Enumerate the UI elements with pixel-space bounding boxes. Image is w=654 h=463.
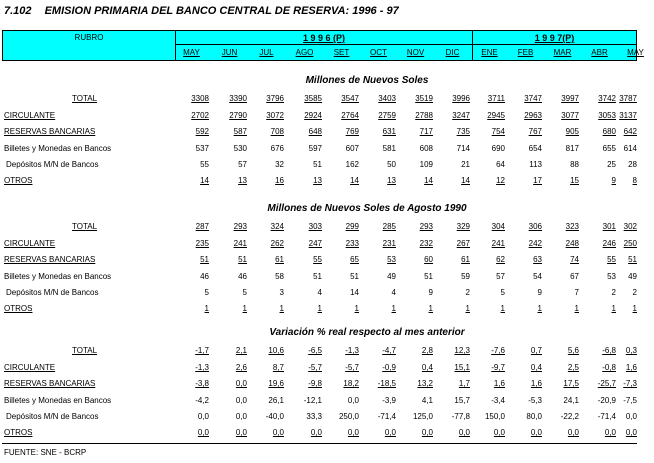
table-cell: 49 (628, 272, 637, 281)
table-cell: 3390 (229, 94, 247, 103)
table-cell: 4 (317, 288, 322, 297)
table-cell: 4 (391, 288, 396, 297)
row-label: RESERVAS BANCARIAS (4, 255, 96, 264)
table-row (0, 302, 640, 316)
table-cell: 88 (570, 160, 579, 169)
table-cell: 250,0 (338, 412, 359, 421)
table-cell: -4,2 (195, 396, 209, 405)
table-cell: 1 (632, 304, 637, 313)
table-cell: 80,0 (526, 412, 542, 421)
table-cell: -1,3 (345, 346, 359, 355)
table-cell: 597 (308, 144, 322, 153)
month-header: OCT (370, 48, 387, 57)
table-cell: 642 (623, 127, 637, 136)
table-cell: 0,0 (235, 412, 247, 421)
table-cell: 12 (496, 176, 505, 185)
table-cell: -7,5 (623, 396, 637, 405)
table-cell: 1 (465, 304, 470, 313)
table-row (0, 270, 640, 284)
month-header: DIC (445, 48, 460, 57)
row-label: OTROS (4, 304, 33, 313)
table-cell: 1 (279, 304, 284, 313)
table-cell: 19,6 (268, 379, 284, 388)
table-cell: -25,7 (597, 379, 616, 388)
row-label: CIRCULANTE (4, 363, 56, 372)
row-label: CIRCULANTE (4, 111, 56, 120)
table-cell: 654 (528, 144, 542, 153)
table-cell: 323 (565, 222, 579, 231)
row-label: TOTAL (72, 346, 98, 355)
table-cell: 1 (500, 304, 505, 313)
row-label: TOTAL (72, 222, 98, 231)
table-cell: 3053 (598, 111, 616, 120)
row-label: Billetes y Monedas en Bancos (4, 144, 112, 153)
table-cell: -22,2 (560, 412, 579, 421)
table-cell: 735 (456, 127, 470, 136)
table-cell: 3997 (561, 94, 579, 103)
table-cell: 0,0 (310, 428, 322, 437)
table-cell: 57 (496, 272, 505, 281)
table-cell: 241 (491, 239, 505, 248)
bottom-rule (2, 443, 637, 444)
table-cell: 537 (195, 144, 209, 153)
table-cell: 304 (491, 222, 505, 231)
table-cell: 109 (419, 160, 433, 169)
month-header: MAY (627, 48, 644, 57)
table-cell: 3787 (619, 94, 637, 103)
table-cell: 2,5 (567, 363, 579, 372)
table-row (0, 253, 640, 267)
table-cell: 162 (345, 160, 359, 169)
table-cell: 329 (456, 222, 470, 231)
table-cell: 46 (200, 272, 209, 281)
table-cell: 65 (350, 255, 359, 264)
table-cell: -71,4 (377, 412, 396, 421)
table-cell: 708 (270, 127, 284, 136)
table-cell: 306 (528, 222, 542, 231)
year-1996-header (176, 31, 472, 45)
table-cell: 2788 (415, 111, 433, 120)
table-cell: 2,1 (235, 346, 247, 355)
table-cell: 1 (428, 304, 433, 313)
table-cell: 14 (350, 176, 359, 185)
table-cell: 3547 (341, 94, 359, 103)
table-cell: -71,4 (597, 412, 616, 421)
table-cell: 14 (200, 176, 209, 185)
table-cell: 648 (308, 127, 322, 136)
table-cell: 61 (461, 255, 470, 264)
table-cell: 0,0 (567, 428, 579, 437)
table-cell: 49 (387, 272, 396, 281)
table-cell: 1 (242, 304, 247, 313)
table-header (2, 30, 644, 61)
table-row (0, 237, 640, 251)
section-title: Variación % real respecto al mes anterior (269, 327, 465, 338)
table-cell: 50 (387, 160, 396, 169)
table-cell: 0,0 (604, 428, 616, 437)
table-cell: -1,7 (195, 346, 209, 355)
table-cell: 3308 (191, 94, 209, 103)
table-cell: 530 (233, 144, 247, 153)
table-cell: 3077 (561, 111, 579, 120)
table-cell: 262 (270, 239, 284, 248)
table-cell: -4,7 (382, 346, 396, 355)
table-cell: 1 (317, 304, 322, 313)
table-cell: 690 (491, 144, 505, 153)
table-cell: 0,0 (347, 396, 359, 405)
table-cell: 631 (382, 127, 396, 136)
table-cell: 0,0 (530, 428, 542, 437)
table-cell: 717 (419, 127, 433, 136)
month-header: ENE (481, 48, 498, 57)
table-row (0, 426, 640, 440)
table-cell: 581 (382, 144, 396, 153)
table-cell: 2790 (229, 111, 247, 120)
table-cell: 246 (602, 239, 616, 248)
table-cell: -0,9 (382, 363, 396, 372)
table-cell: 233 (345, 239, 359, 248)
table-cell: 0,0 (347, 428, 359, 437)
table-cell: 51 (424, 272, 433, 281)
table-row (0, 125, 640, 139)
table-cell: 0,0 (421, 428, 433, 437)
table-cell: 2924 (304, 111, 322, 120)
table-cell: 299 (345, 222, 359, 231)
section-title: Millones de Nuevos Soles de Agosto 1990 (267, 203, 467, 214)
table-cell: 247 (308, 239, 322, 248)
table-cell: 54 (533, 272, 542, 281)
table-cell: 15,7 (454, 396, 470, 405)
table-cell: 3403 (378, 94, 396, 103)
table-cell: -77,8 (451, 412, 470, 421)
table-cell: 3585 (304, 94, 322, 103)
table-row (0, 220, 640, 234)
row-label: Depósitos M/N de Bancos (6, 160, 99, 169)
table-cell: 3747 (524, 94, 542, 103)
table-cell: 1 (611, 304, 616, 313)
table-cell: 2 (632, 288, 637, 297)
table-cell: 9 (537, 288, 542, 297)
table-cell: 7 (574, 288, 579, 297)
table-cell: 74 (570, 255, 579, 264)
table-cell: 267 (456, 239, 470, 248)
table-cell: 8,7 (272, 363, 284, 372)
table-cell: 5 (204, 288, 209, 297)
table-cell: 8 (632, 176, 637, 185)
table-cell: 0,4 (530, 363, 542, 372)
table-cell: 53 (607, 272, 616, 281)
table-cell: 12,3 (454, 346, 470, 355)
table-cell: 680 (602, 127, 616, 136)
table-cell: -7,6 (491, 346, 505, 355)
table-cell: 32 (275, 160, 284, 169)
table-cell: 1,6 (493, 379, 505, 388)
table-cell: 57 (238, 160, 247, 169)
table-cell: 0,0 (235, 428, 247, 437)
table-cell: 18,2 (343, 379, 359, 388)
table-row (0, 286, 640, 300)
table-cell: 3519 (415, 94, 433, 103)
table-cell: 285 (382, 222, 396, 231)
table-cell: 0,7 (530, 346, 542, 355)
table-row (0, 394, 640, 408)
row-label: OTROS (4, 176, 33, 185)
table-cell: 13 (387, 176, 396, 185)
table-title: EMISION PRIMARIA DEL BANCO CENTRAL DE RESERVA: 1996 - 97 (44, 5, 399, 17)
table-cell: 125,0 (412, 412, 433, 421)
table-cell: -1,3 (195, 363, 209, 372)
table-row (0, 361, 640, 375)
table-cell: 676 (270, 144, 284, 153)
table-cell: -3,8 (195, 379, 209, 388)
table-cell: -3,4 (491, 396, 505, 405)
table-cell: 0,0 (272, 428, 284, 437)
table-cell: 714 (456, 144, 470, 153)
table-cell: -40,0 (265, 412, 284, 421)
table-cell: 1 (574, 304, 579, 313)
table-cell: 248 (565, 239, 579, 248)
table-cell: 5 (242, 288, 247, 297)
table-cell: 64 (496, 160, 505, 169)
table-cell: 150,0 (484, 412, 505, 421)
table-cell: 0,0 (384, 428, 396, 437)
table-cell: 2,8 (421, 346, 433, 355)
section-title: Millones de Nuevos Soles (305, 75, 429, 86)
table-cell: -9,8 (308, 379, 322, 388)
table-cell: 0,0 (235, 396, 247, 405)
table-cell: 51 (200, 255, 209, 264)
table-cell: 51 (313, 160, 322, 169)
table-cell: 55 (313, 255, 322, 264)
table-cell: 46 (238, 272, 247, 281)
table-cell: 26,1 (268, 396, 284, 405)
month-header: SET (333, 48, 350, 57)
table-cell: 0,0 (197, 412, 209, 421)
row-label: RESERVAS BANCARIAS (4, 379, 96, 388)
row-label: Billetes y Monedas en Bancos (4, 396, 112, 405)
table-cell: 10,6 (268, 346, 284, 355)
table-cell: 250 (623, 239, 637, 248)
month-header: MAR (553, 48, 572, 57)
table-cell: 3247 (452, 111, 470, 120)
table-cell: 2963 (524, 111, 542, 120)
table-number: 7.102 (4, 5, 32, 17)
table-row (0, 174, 640, 188)
table-cell: 2 (611, 288, 616, 297)
table-cell: 0,0 (197, 428, 209, 437)
table-cell: -0,8 (602, 363, 616, 372)
table-cell: -18,5 (377, 379, 396, 388)
table-cell: 14 (350, 288, 359, 297)
table-cell: 301 (602, 222, 616, 231)
table-cell: -5,3 (528, 396, 542, 405)
table-cell: 33,3 (306, 412, 322, 421)
month-header: NOV (406, 48, 425, 57)
table-cell: 817 (565, 144, 579, 153)
table-cell: 0,0 (235, 379, 247, 388)
table-cell: 303 (308, 222, 322, 231)
month-header: ABR (591, 48, 608, 57)
table-cell: 25 (607, 160, 616, 169)
table-cell: 17 (533, 176, 542, 185)
year-1997-header (473, 31, 636, 45)
table-cell: 15,1 (454, 363, 470, 372)
month-header: MAY (183, 48, 200, 57)
table-cell: 769 (345, 127, 359, 136)
table-cell: 13 (238, 176, 247, 185)
table-cell: 60 (424, 255, 433, 264)
table-cell: 232 (419, 239, 433, 248)
month-header: AGO (295, 48, 314, 57)
table-cell: -7,3 (623, 379, 637, 388)
table-cell: 242 (528, 239, 542, 248)
table-row (0, 344, 640, 358)
table-cell: 3711 (487, 94, 505, 103)
table-cell: 2945 (487, 111, 505, 120)
row-label: Billetes y Monedas en Bancos (4, 272, 112, 281)
table-cell: 241 (233, 239, 247, 248)
table-cell: 113 (529, 160, 542, 169)
table-cell: 287 (195, 222, 209, 231)
table-cell: 754 (491, 127, 505, 136)
table-cell: -12,1 (303, 396, 322, 405)
table-cell: 1 (204, 304, 209, 313)
table-cell: 3796 (266, 94, 284, 103)
table-cell: 3137 (619, 111, 637, 120)
table-cell: 905 (565, 127, 579, 136)
table-cell: 59 (461, 272, 470, 281)
table-cell: 51 (238, 255, 247, 264)
table-cell: 4,1 (421, 396, 433, 405)
month-header: JUN (221, 48, 238, 57)
table-cell: 55 (607, 255, 616, 264)
table-cell: 1,7 (458, 379, 470, 388)
table-cell: 607 (345, 144, 359, 153)
table-cell: -6,5 (308, 346, 322, 355)
table-cell: -5,7 (345, 363, 359, 372)
row-label: Depósitos M/N de Bancos (6, 288, 99, 297)
table-cell: -5,7 (308, 363, 322, 372)
table-row (0, 92, 640, 106)
table-row (0, 158, 640, 172)
table-cell: 608 (419, 144, 433, 153)
table-cell: 51 (313, 272, 322, 281)
table-cell: 0,3 (625, 346, 637, 355)
table-cell: 3072 (266, 111, 284, 120)
table-cell: 61 (275, 255, 284, 264)
table-cell: 231 (382, 239, 396, 248)
table-cell: 235 (195, 239, 209, 248)
table-cell: 58 (275, 272, 284, 281)
table-cell: 21 (461, 160, 470, 169)
table-cell: 14 (461, 176, 470, 185)
table-cell: 5,6 (567, 346, 579, 355)
table-cell: 293 (233, 222, 247, 231)
table-cell: -20,9 (597, 396, 616, 405)
table-cell: 5 (500, 288, 505, 297)
month-header: FEB (517, 48, 534, 57)
table-cell: 0,0 (458, 428, 470, 437)
table-cell: 51 (350, 272, 359, 281)
year-1996-label: 1 9 9 6 (P) (302, 33, 346, 43)
month-header: JUL (259, 48, 274, 57)
table-cell: 1,6 (625, 363, 637, 372)
table-cell: 0,0 (625, 428, 637, 437)
table-cell: 17,5 (563, 379, 579, 388)
year-1997-label: 1 9 9 7(P) (534, 33, 575, 43)
table-cell: 3 (279, 288, 284, 297)
table-cell: 55 (200, 160, 209, 169)
table-cell: 587 (233, 127, 247, 136)
page-title (4, 5, 399, 17)
table-cell: 2759 (378, 111, 396, 120)
row-label: OTROS (4, 428, 33, 437)
rubro-header: RUBRO (3, 31, 176, 60)
source-note: FUENTE: SNE - BCRP (4, 448, 87, 457)
row-label: CIRCULANTE (4, 239, 56, 248)
table-cell: 1 (537, 304, 542, 313)
table-cell: 51 (628, 255, 637, 264)
table-cell: 302 (623, 222, 637, 231)
table-cell: 24,1 (563, 396, 579, 405)
table-cell: 67 (570, 272, 579, 281)
table-cell: 0,0 (493, 428, 505, 437)
table-cell: 293 (419, 222, 433, 231)
table-cell: 62 (496, 255, 505, 264)
table-cell: 2,6 (235, 363, 247, 372)
table-row (0, 377, 640, 391)
table-cell: 13 (313, 176, 322, 185)
table-cell: -6,8 (602, 346, 616, 355)
table-cell: 2 (465, 288, 470, 297)
table-cell: 0,4 (421, 363, 433, 372)
table-row (0, 410, 640, 424)
table-cell: 63 (533, 255, 542, 264)
table-cell: 767 (528, 127, 542, 136)
table-cell: 15 (570, 176, 579, 185)
table-cell: 1 (391, 304, 396, 313)
table-row (0, 109, 640, 123)
table-cell: 9 (428, 288, 433, 297)
row-label: RESERVAS BANCARIAS (4, 127, 96, 136)
table-row (0, 142, 640, 156)
table-cell: 2702 (191, 111, 209, 120)
table-cell: 3742 (598, 94, 616, 103)
table-cell: 53 (387, 255, 396, 264)
table-cell: -3,9 (382, 396, 396, 405)
table-cell: 0,0 (625, 412, 637, 421)
table-cell: 9 (611, 176, 616, 185)
row-label: Depósitos M/N de Bancos (6, 412, 99, 421)
table-cell: 1,6 (530, 379, 542, 388)
table-cell: 13,2 (417, 379, 433, 388)
table-cell: 14 (424, 176, 433, 185)
table-cell: 1 (354, 304, 359, 313)
row-label: TOTAL (72, 94, 98, 103)
table-cell: 16 (275, 176, 284, 185)
table-cell: 28 (628, 160, 637, 169)
table-cell: 3996 (452, 94, 470, 103)
table-cell: -9,7 (491, 363, 505, 372)
table-cell: 614 (623, 144, 637, 153)
table-cell: 655 (602, 144, 616, 153)
table-cell: 592 (195, 127, 209, 136)
table-cell: 2764 (341, 111, 359, 120)
table-cell: 324 (270, 222, 284, 231)
